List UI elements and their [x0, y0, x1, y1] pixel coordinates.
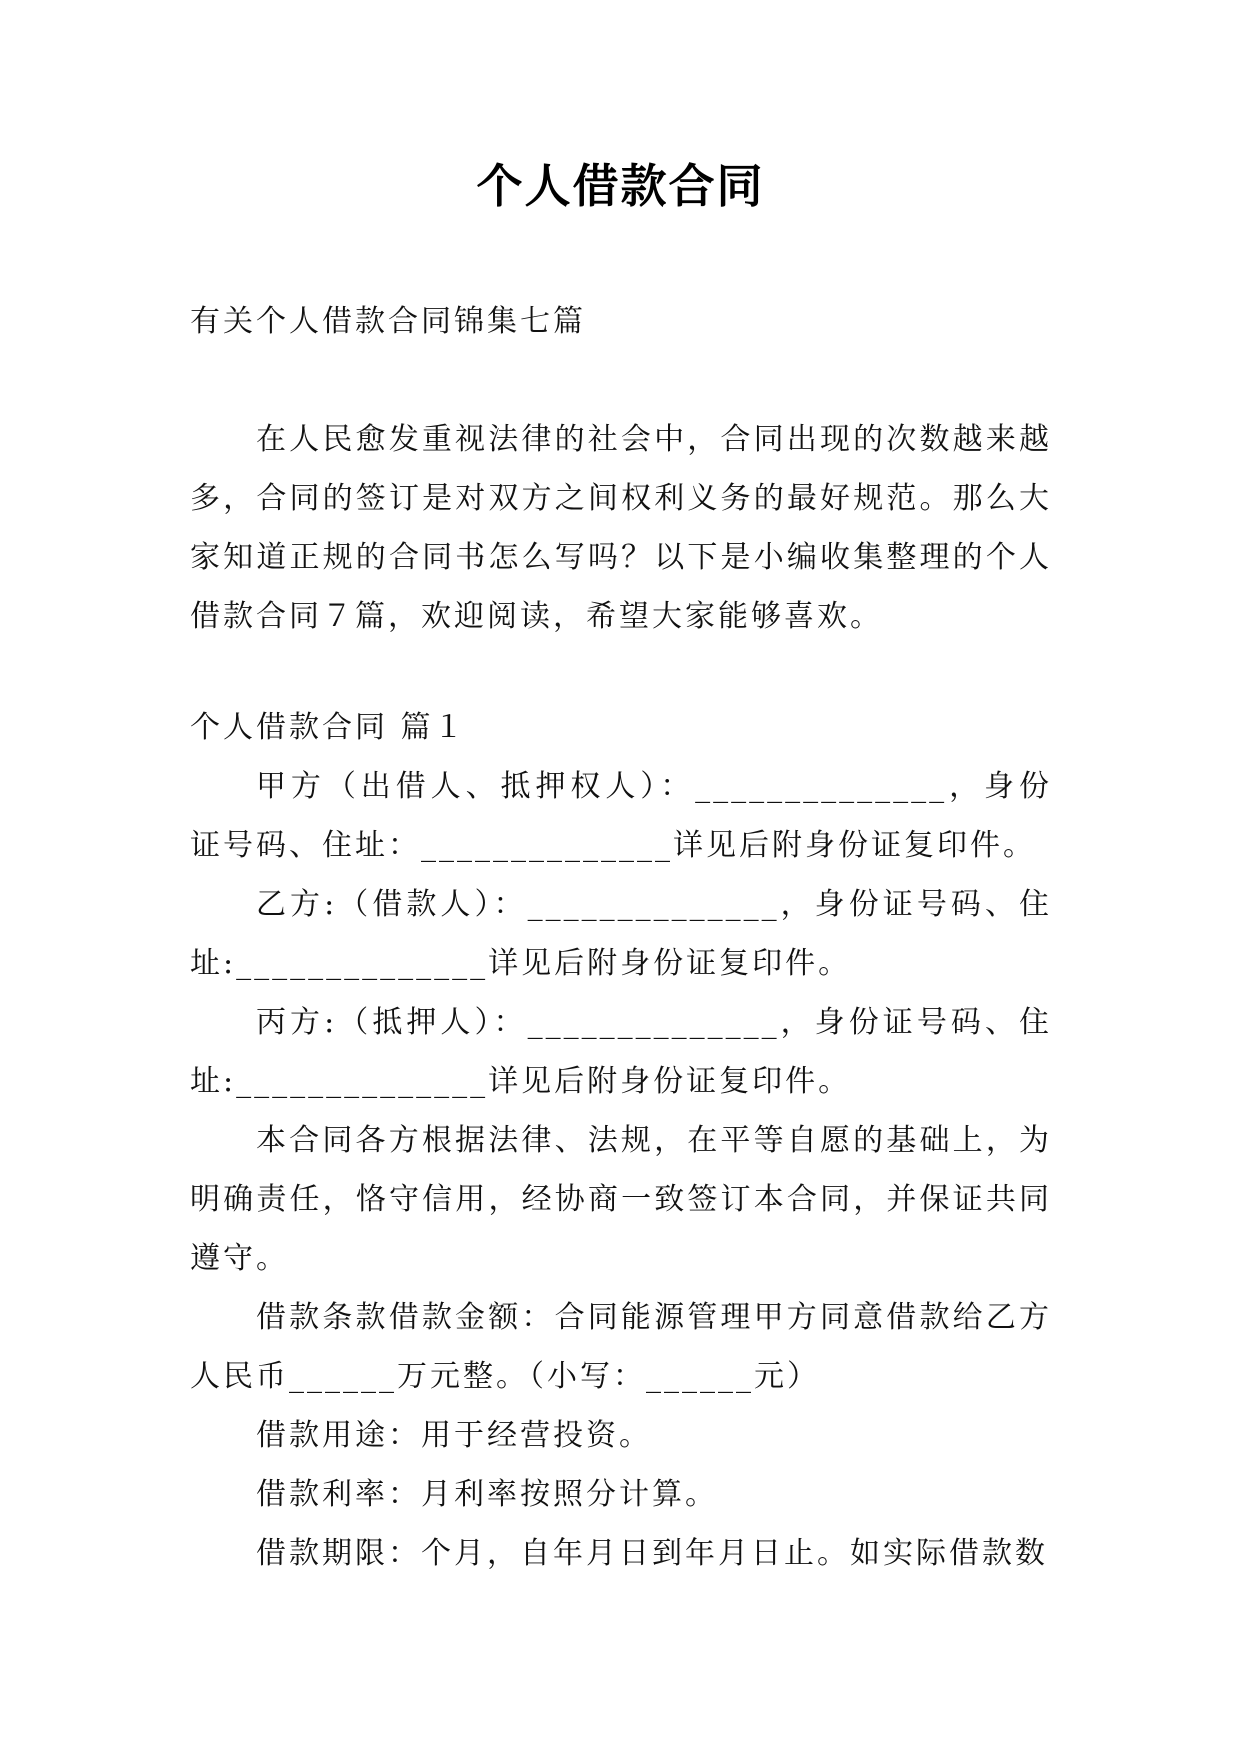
preamble-paragraph: 本合同各方根据法律、法规，在平等自愿的基础上，为明确责任，恪守信用，经协商一致签订本合同，并保证共同遵守。: [190, 1123, 1052, 1276]
party-c-paragraph: 丙方:（抵押人）：______________，身份证号码、住址:______________详见后附身份证复印件。: [190, 1005, 1052, 1099]
document-subtitle: 有关个人借款合同锦集七篇: [190, 304, 586, 339]
document-title: 个人借款合同: [476, 159, 765, 213]
loan-amount-paragraph: 借款条款借款金额：合同能源管理甲方同意借款给乙方人民币______万元整。（小写：______元）: [190, 1300, 1052, 1394]
party-a-paragraph: 甲方（出借人、抵押权人）：______________，身份证号码、住址：______________详见后附身份证复印件。: [190, 769, 1052, 863]
party-b-paragraph: 乙方:（借款人）：______________，身份证号码、住址:______________详见后附身份证复印件。: [190, 887, 1052, 981]
intro-paragraph: 在人民愈发重视法律的社会中，合同出现的次数越来越多，合同的签订是对双方之间权利义务的最好规范。那么大家知道正规的合同书怎么写吗？以下是小编收集整理的个人借款合同７篇，欢迎阅读，希望大家能够喜欢。: [190, 422, 1052, 634]
loan-purpose-paragraph: 借款用途：用于经营投资。: [256, 1418, 652, 1453]
section-heading: 个人借款合同 篇１: [190, 710, 467, 745]
loan-term-paragraph: 借款期限：个月，自年月日到年月日止。如实际借款数: [256, 1536, 1048, 1571]
intro-section: [190, 410, 1052, 646]
contract-section-1: [190, 698, 1052, 1583]
loan-rate-paragraph: 借款利率：月利率按照分计算。: [256, 1477, 718, 1512]
